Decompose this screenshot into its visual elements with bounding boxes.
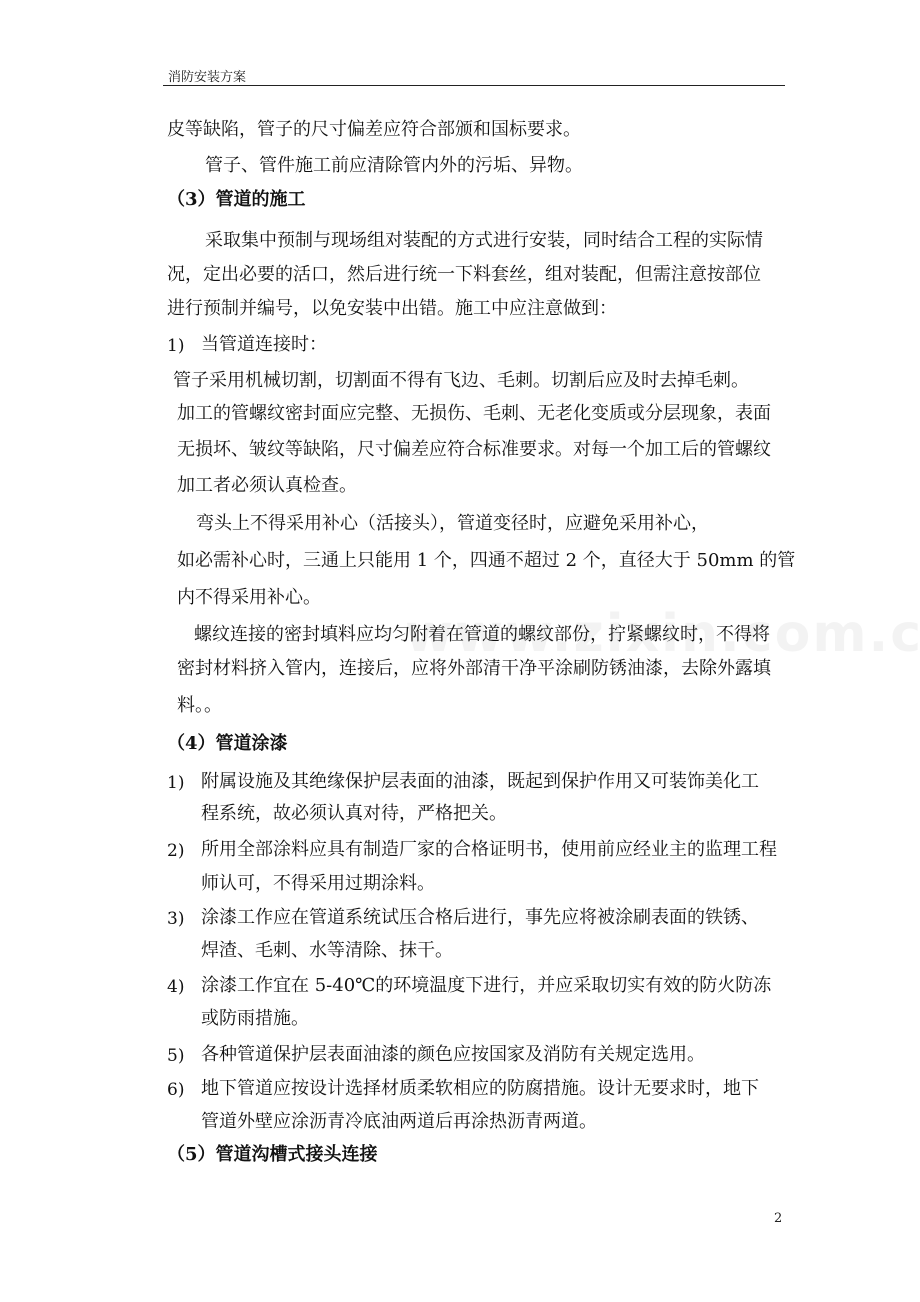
body-line: 无损坏、皱纹等缺陷，尺寸偏差应符合标准要求。对每一个加工后的管螺纹 bbox=[177, 439, 771, 460]
list-item-text: 管道外壁应涂沥青冷底油两道后再涂热沥青两道。 bbox=[201, 1111, 597, 1132]
list-item-text: 涂漆工作宜在 5-40℃的环境温度下进行，并应采取切实有效的防火防冻 bbox=[201, 975, 772, 996]
body-line: 弯头上不得采用补心（活接头），管道变径时，应避免采用补心， bbox=[196, 513, 709, 534]
body-line: 皮等缺陷，管子的尺寸偏差应符合部颁和国标要求。 bbox=[167, 119, 581, 140]
body-line: 料。。 bbox=[177, 695, 222, 716]
list-item-text: 或防雨措施。 bbox=[201, 1008, 309, 1029]
section-heading-4: （4）管道涂漆 bbox=[167, 733, 288, 754]
body-line: 采取集中预制与现场组对装配的方式进行安装，同时结合工程的实际情 bbox=[205, 230, 763, 251]
list-item-text: 附属设施及其绝缘保护层表面的油漆，既起到保护作用又可装饰美化工 bbox=[201, 771, 759, 792]
list-item-text: 师认可，不得采用过期涂料。 bbox=[201, 873, 435, 894]
header-rule bbox=[163, 85, 785, 86]
list-item-text: 涂漆工作应在管道系统试压合格后进行，事先应将被涂刷表面的铁锈、 bbox=[201, 907, 759, 928]
list-item-text: 程系统，故必须认真对待，严格把关。 bbox=[201, 803, 507, 824]
body-line: 密封材料挤入管内，连接后，应将外部清干净平涂刷防锈油漆，去除外露填 bbox=[177, 658, 771, 679]
section-heading-3: （3）管道的施工 bbox=[167, 189, 306, 210]
list-number: 4) bbox=[167, 977, 185, 997]
list-number: 1) bbox=[167, 336, 185, 356]
list-number: 6) bbox=[167, 1080, 185, 1100]
body-line: 进行预制并编号，以免安装中出错。施工中应注意做到： bbox=[167, 298, 617, 319]
list-item-text: 当管道连接时： bbox=[201, 334, 327, 355]
list-item-text: 地下管道应按设计选择材质柔软相应的防腐措施。设计无要求时，地下 bbox=[201, 1078, 759, 1099]
body-line: 况，定出必要的活口，然后进行统一下料套丝，组对装配，但需注意按部位 bbox=[167, 264, 761, 285]
list-number: 1) bbox=[167, 773, 185, 793]
list-number: 5) bbox=[167, 1046, 185, 1066]
list-item-text: 所用全部涂料应具有制造厂家的合格证明书，使用前应经业主的监理工程 bbox=[201, 839, 777, 860]
list-item-text: 焊渣、毛刺、水等清除、抹干。 bbox=[201, 940, 453, 961]
list-number: 3) bbox=[167, 909, 185, 929]
page-number: 2 bbox=[774, 1211, 783, 1226]
body-line: 管子、管件施工前应清除管内外的污垢、异物。 bbox=[205, 155, 583, 176]
body-line: 螺纹连接的密封填料应均匀附着在管道的螺纹部份，拧紧螺纹时，不得将 bbox=[194, 624, 770, 645]
running-header: 消防安装方案 bbox=[168, 70, 247, 85]
body-line: 内不得采用补心。 bbox=[177, 587, 321, 608]
body-line: 加工者必须认真检查。 bbox=[177, 475, 357, 496]
list-number: 2) bbox=[167, 841, 185, 861]
body-line: 管子采用机械切割，切割面不得有飞边、毛刺。切割后应及时去掉毛刺。 bbox=[173, 370, 749, 391]
section-heading-5: （5）管道沟槽式接头连接 bbox=[167, 1144, 378, 1165]
body-line: 加工的管螺纹密封面应完整、无损伤、毛刺、无老化变质或分层现象，表面 bbox=[177, 403, 771, 424]
list-item-text: 各种管道保护层表面油漆的颜色应按国家及消防有关规定选用。 bbox=[201, 1044, 705, 1065]
body-line: 如必需补心时，三通上只能用 1 个，四通不超过 2 个，直径大于 50mm 的管 bbox=[177, 550, 796, 571]
